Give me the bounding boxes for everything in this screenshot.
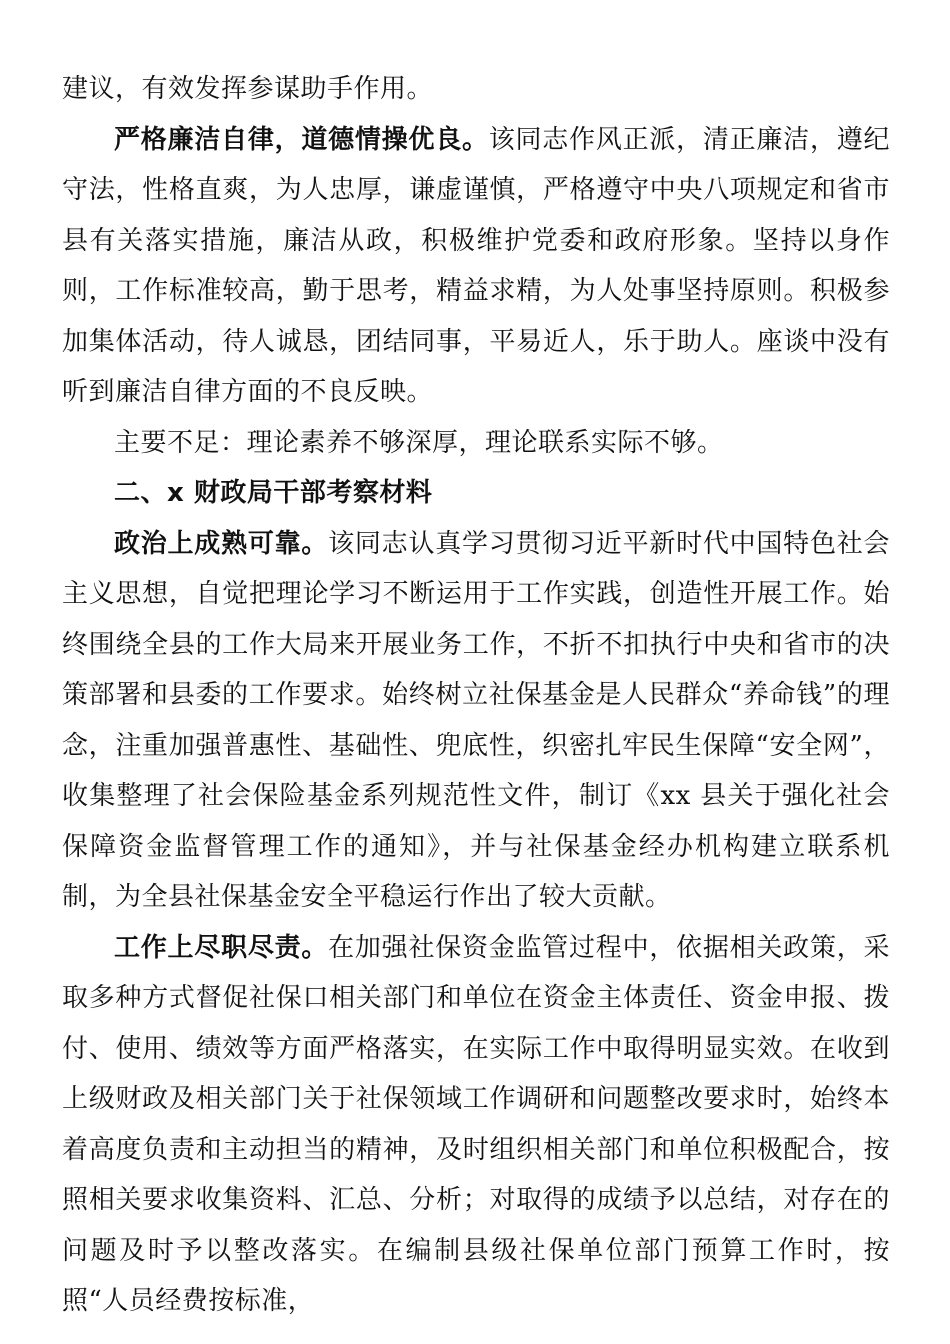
paragraph-text: 该同志作风正派，清正廉洁，遵纪守法，性格直爽，为人忠厚，谦虚谨慎，严格遵守中央八项规定和省市县有关落实措施，廉洁从政，积极维护党委和政府形象。坚持以身作则，工作标准较高，勤于思考，精益求精，为人处事坚持原则。积极参加集体活动，待人诚恳，团结同事，平易近人，乐于助人。座谈中没有听到廉洁自律方面的不良反映。 [62,124,890,407]
paragraph-continuation [62,64,890,115]
paragraph-political [62,519,890,923]
paragraph-lead: 工作上尽职尽责。 [114,932,329,963]
paragraph-lead: 政治上成熟可靠。 [114,528,329,559]
paragraph-lead: 严格廉洁自律，道德情操优良。 [114,124,489,155]
paragraph-text: 建议，有效发挥参谋助手作用。 [62,74,434,104]
section-heading [62,468,890,519]
paragraph-text: 该同志认真学习贯彻习近平新时代中国特色社会主义思想，自觉把理论学习不断运用于工作实践，创造性开展工作。始终围绕全县的工作大局来开展业务工作，不折不扣执行中央和省市的决策部署和县委的工作要求。始终树立社保基金是人民群众“养命钱”的理念，注重加强普惠性、基础性、兜底性，织密扎牢民生保障“安全网”，收集整理了社会保险基金系列规范性文件，制订《xx 县关于强化社会保障资金监督管理工作的通知》，并与社保基金经办机构建立联系机制，为全县社保基金安全平稳运行作出了较大贡献。 [62,528,890,912]
paragraph-shortcomings [62,418,890,469]
paragraph-integrity [62,115,890,418]
document-page [62,64,890,1327]
section-heading-text: 二、x 财政局干部考察材料 [114,478,433,508]
paragraph-work [62,923,890,1327]
paragraph-text: 在加强社保资金监管过程中，依据相关政策，采取多种方式督促社保口相关部门和单位在资金主体责任、资金申报、拨付、使用、绩效等方面严格落实，在实际工作中取得明显实效。在收到上级财政及相关部门关于社保领域工作调研和问题整改要求时，始终本着高度负责和主动担当的精神，及时组织相关部门和单位积极配合，按照相关要求收集资料、汇总、分析；对取得的成绩予以总结，对存在的问题及时予以整改落实。在编制县级社保单位部门预算工作时，按照“人员经费按标准， [62,932,890,1316]
paragraph-text: 主要不足：理论素养不够深厚，理论联系实际不够。 [114,427,724,458]
